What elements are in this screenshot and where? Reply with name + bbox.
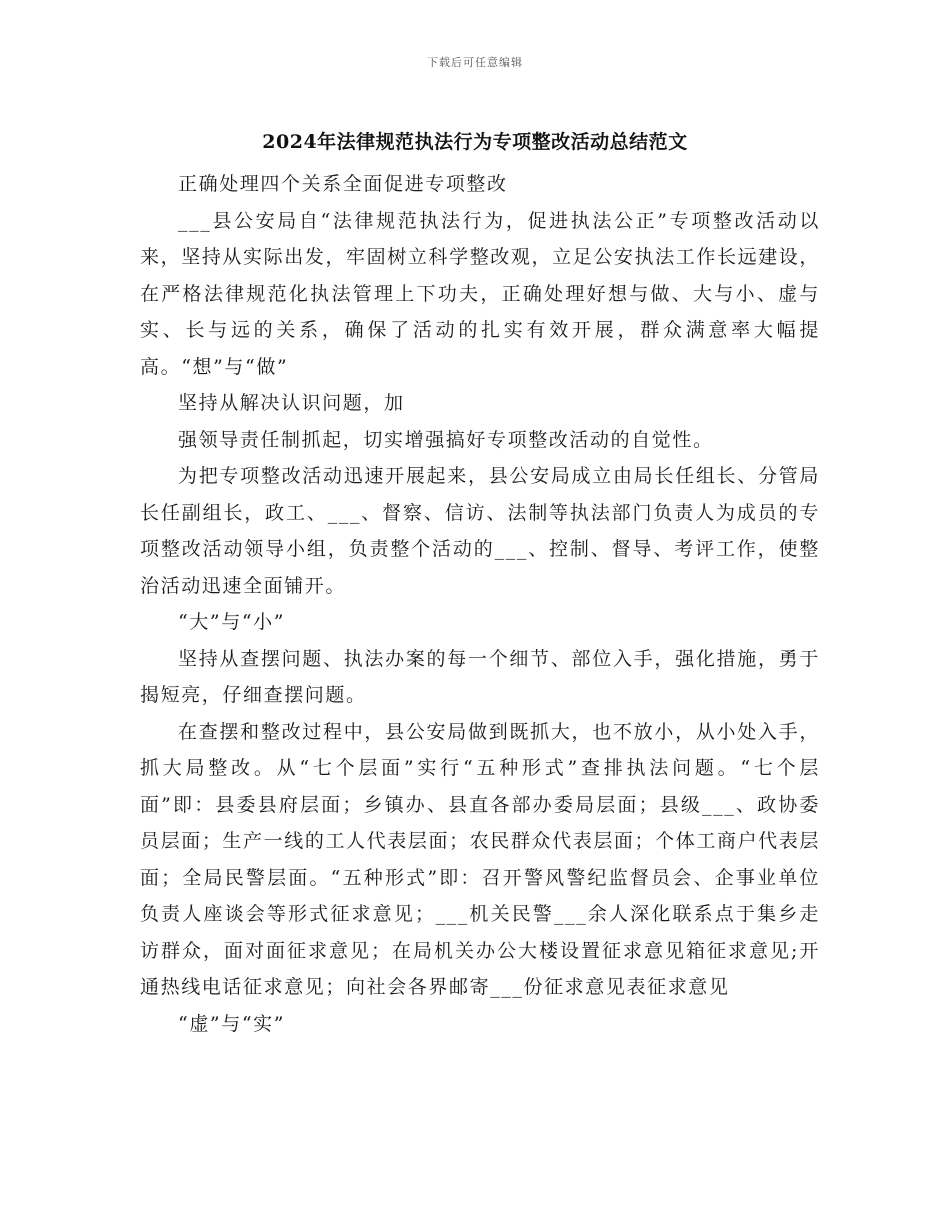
body-paragraph: 正确处理四个关系全面促进专项整改 xyxy=(178,173,508,195)
section-heading: “虚”与“实” xyxy=(178,1012,286,1035)
body-paragraph: 强领导责任制抓起，切实增强搞好专项整改活动的自觉性。 xyxy=(178,428,714,451)
document-body xyxy=(140,166,820,1042)
body-paragraph: 为把专项整改活动迅速开展起来，县公安局成立由局长任组长、分管局长任副组长，政工、___、督察、信访、法制等执法部门负责人为成员的专项整改活动领导小组，负责整个活动的___、控制、督导、考评工作，使整治活动迅速全面铺开。 xyxy=(140,465,820,597)
section-heading: “大”与“小” xyxy=(178,611,286,633)
body-paragraph: ___县公安局自“法律规范执法行为，促进执法公正”专项整改活动以来，坚持从实际出发，牢固树立科学整改观，立足公安执法工作长远建设，在严格法律规范化执法管理上下功夫，正确处理好想与做、大与小、虚与实、长与远的关系，确保了活动的扎实有效开展，群众满意率大幅提高。“想”与“做” xyxy=(140,209,820,378)
body-paragraph: 在查摆和整改过程中，县公安局做到既抓大，也不放小，从小处入手，抓大局整改。从“七个层面”实行“五种形式”查排执法问题。“七个层面”即：县委县府层面；乡镇办、县直各部办委局层面；县级___、政协委员层面；生产一线的工人代表层面；农民群众代表层面；个体工商户代表层面；全局民警层面。“五种形式”即：召开警风警纪监督员会、企事业单位负责人座谈会等形式征求意见；___机关民警___余人深化联系点于集乡走访群众，面对面征求意见；在局机关办公大楼设置征求意见箱征求意见;开通热线电话征求意见；向社会各界邮寄___份征求意见表征求意见 xyxy=(140,720,820,998)
page-header-note: 下载后可任意编辑 xyxy=(427,56,523,69)
body-paragraph: 坚持从解决认识问题，加 xyxy=(178,392,405,414)
document-title: 2024年法律规范执法行为专项整改活动总结范文 xyxy=(262,131,688,153)
body-paragraph: 坚持从查摆问题、执法办案的每一个细节、部位入手，强化措施，勇于揭短亮，仔细查摆问题。 xyxy=(140,647,820,706)
